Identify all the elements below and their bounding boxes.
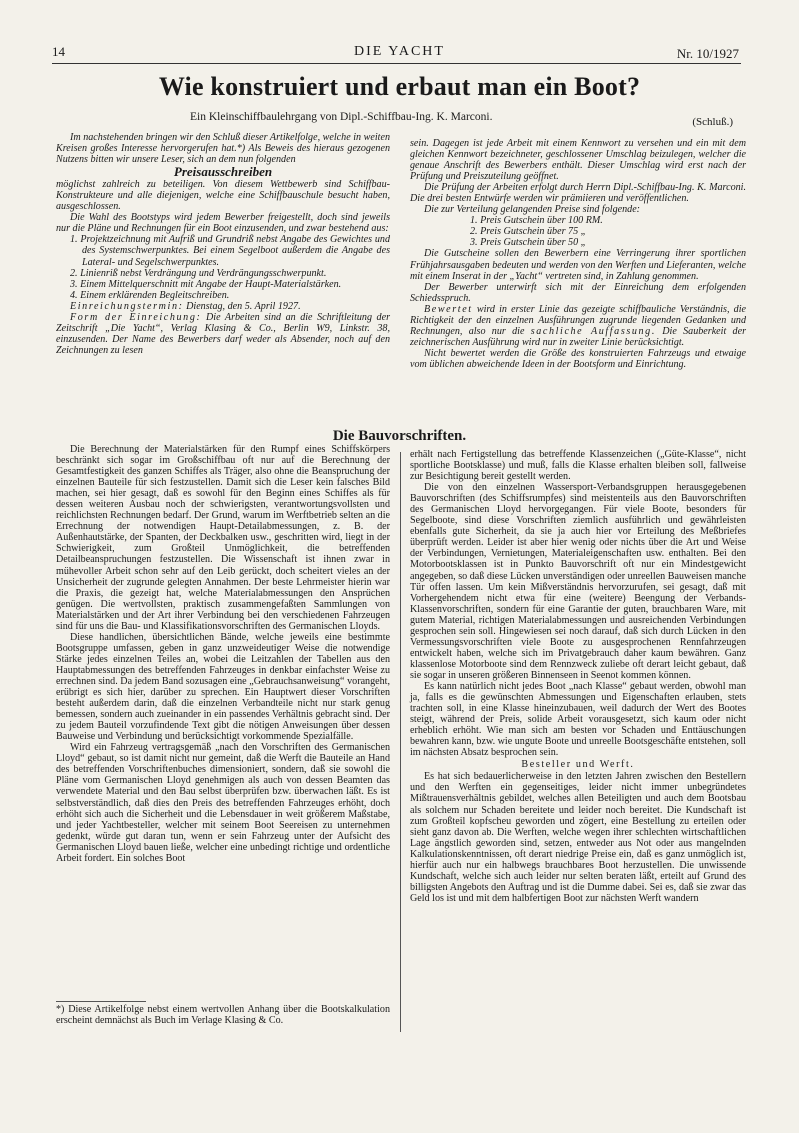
deadline-paragraph [56,301,390,312]
footnote: *) Diese Artikelfolge nebst einem wertvollen Anhang über die Bootskalkulation erscheint demnächst als Buch im Verlage Klasing & Co. [56,1004,390,1027]
evaluation-text: Die Sauberkeit der zeichnerischen Ausführung wird nur in zweiter Linie berücksichtigt. [410,325,747,348]
submission-label: Form der Einreichung: [70,311,202,323]
evaluation-emphasis: sachliche Auffassung. [530,325,656,337]
prize-item: 3. Preis Gutschein über 50 „ [470,237,587,249]
deadline-label: Einreichungstermin: [70,300,184,312]
footnote-rule [56,1001,146,1002]
evaluation-paragraph [410,304,746,348]
competition-paragraph: möglichst zahlreich zu beteiligen. Von diesem Wettbewerb sind Schiffbau-Konstrukteure und alle diejenigen, welche eine Schiffbauschule besucht haben, ausgeschlossen. [56,179,390,213]
evaluation-label: Bewertet [424,303,473,315]
article-byline: Ein Kleinschiffbaulehrgang von Dipl.-Schiffbau-Ing. K. Marconi. [190,111,493,123]
competition-paragraph: Die Wahl des Bootstyps wird jedem Bewerber freigestellt, doch sind jeweils nur die Pläne und Rechnungen für ein Boot einzusenden, und zwar bestehend aus: [56,212,390,235]
body-paragraph: Diese handlichen, übersichtlichen Bände, welche jeweils eine bestimmte Bootsgruppe umfassen, geben in ganz unzweideutiger Weise die notwendige Stärke jedes einzelnen Teiles an, wobei die Leitzahlen der Tabellen aus den Hauptabmessungen des betreffenden Fahrzeuges in denkbar einfachster Weise zu errechnen sind. Da jedem Band sozusagen eine „Gebrauchsanweisung“ vorangeht, erübrigt es sich hier, darüber zu sprechen. Ein Hauptwert dieser Vorschriften besteht außerdem darin, daß die einzelnen Verbandteile nicht nur stark genug bemessen, sondern auch zueinander in ein passendes Verhältnis gebracht sind. Der zu jedem Bauteil vorzufindende Text gibt die nötigen Anweisungen über dessen Bauweise und Verbindung und berücksichtigt vorkommende Spezialfälle. [56,631,390,743]
article-title: Wie konstruiert und erbaut man ein Boot? [158,72,641,101]
requirement-item: 2. Linienriß nebst Verdrängung und Verdrängungsschwerpunkt. [70,267,327,279]
rules-paragraph: Der Bewerber unterwirft sich mit der Einreichung dem erfolgenden Schiedsspruch. [410,281,746,304]
prize-item: 1. Preis Gutschein über 100 RM. [470,215,603,227]
section-title: Die Bauvorschriften. [332,428,467,444]
competition-rules-column [410,138,746,370]
left-body-column [56,444,390,864]
body-paragraph: Es kann natürlich nicht jedes Boot „nach Klasse“ gebaut werden, obwohl man ja, falls es die gewünschten Abmessungen und Eigenschaften erlauben, stets trachten soll, in eine Klasse hineinzubauen, weil dadurch der Wert des Bootes steigt, während der Preis, solide Arbeit vorausgesetzt, sich kaum oder nicht erheblich erhöht. Wie man sich am besten vor Schaden und Enttäuschungen bewahren kann, bzw. wie ungute Boote und unreelle Bootsgeschäfte entstehen, soll im nächsten Absatz besprochen sein. [410,680,746,759]
submission-text: Die Arbeiten sind an die Schriftleitung der Zeitschrift „Die Yacht“, Verlag Klasing & Co., Berlin W9, Linkstr. 38, einzusenden. Der Name des Bewerbers darf weder als Absender, noch auf den Zeichnungen zu lesen [56,311,391,356]
page-number: 14 [52,44,65,59]
rules-paragraph: Nicht bewertet werden die Größe des konstruierten Fahrzeugs und etwaige vom üblichen abweichende Ideen in der Bootsform und Einrichtung. [410,347,746,370]
rules-paragraph: Die zur Verteilung gelangenden Preise sind folgende: [424,204,641,216]
body-paragraph: Die Berechnung der Materialstärken für den Rumpf eines Schiffskörpers beschränkt sich sogar im Großschiffbau oft nur auf die Berechnung der Gesamtfestigkeit des ganzen Schiffes als Träger, also ohne die Beanspruchung der einzelnen Bauteile für sich festzustellen. Damit sich die Leser kein falsches Bild machen, sei hier gesagt, daß es sowohl für den Beginn eines Schiffes als für dessen weiteren Ausbau noch der schwierigsten, verantwortungsvollsten und reichlichsten Rechnungen bedarf. Der Grund, warum im Werftbetrieb selten an die Errechnung der notwendigen Haupt-Detailabmessungen, z. B. der Außenhautstärke, der Spanten, der Deckbalken usw., geschritten wird, liegt in der Schwierigkeit, zum Großteil Unmöglichkeit, die betreffenden Detailbeanspruchungen festzustellen. Die Wissenschaft ist ihnen zwar in mühevoller Arbeit schon sehr auf den Leib gerückt, doch scheitert vieles an der Unsicherheit der zugrunde gelegten Annahmen. Der beste Lehrmeister hierin war die Praxis, die gezeigt hat, welche Materialabmessungen den Ansprüchen genügen. Die wertvollsten, praktisch zusammengefaßten Sammlungen von Materialstärken und der Art ihrer Verbindung bei den verschiedenen Fahrzeugen sind für uns die Bau- und Klassifikationsvorschriften des Germanischen Lloyds. [56,444,390,632]
rules-paragraph: sein. Dagegen ist jede Arbeit mit einem Kennwort zu versehen und ein mit dem gleichen Kennwort bezeichneter, geschlossener Umschlag beizulegen, welcher die genaue Anschrift des Bewerbers enthält. Dieser Umschlag wird erst nach der Prüfung und Preiszuteilung geöffnet. [410,138,746,183]
deadline-text: Dienstag, den 5. April 1927. [183,300,301,312]
header-rule [52,63,741,64]
issue-number: Nr. 10/1927 [676,46,739,61]
requirement-item: 3. Einem Mittelquerschnitt mit Angabe der Haupt-Materialstärken. [70,278,342,290]
subsection-heading: Besteller und Werft. [521,759,635,771]
magazine-name: DIE YACHT [354,44,445,59]
intro-paragraph: Im nachstehenden bringen wir den Schluß dieser Artikelfolge, welche in weiten Kreisen großes Interesse hervorgerufen hat.*) Als Beweis des hieraus gezogenen Nutzens bitten wir unsere Leser, sich an dem nun folgenden [56,132,390,166]
requirement-item: 4. Einem erklärenden Begleitschreiben. [70,289,230,301]
prize-item: 2. Preis Gutschein über 75 „ [470,226,587,238]
competition-heading: Preisausschreiben [173,164,273,180]
right-body-column [410,449,746,904]
rules-paragraph: Die Gutscheine sollen den Bewerbern eine Verringerung ihrer sportlichen Frühjahrsausgaben bedeuten und werden von den Werften und Lieferanten, welche mit einem Inserat in der „Yacht“ vertreten sind, in Zahlung genommen. [410,248,746,282]
body-paragraph: erhält nach Fertigstellung das betreffende Klassenzeichen („Güte-Klasse“, nicht sportliche Bootsklasse) und muß, falls die Klasse erhalten bleiben soll, fallweise zur Besichtigung bereit gestellt werden. [410,449,746,483]
evaluation-text: wird in erster Linie das gezeigte schiffbauliche Verständnis, die Richtigkeit der den einzelnen Ausführungen zugrunde liegenden Gedanken und Rechnungen, also nur die [410,303,746,337]
requirement-item: 1. Projektzeichnung mit Aufriß und Grundriß nebst Angabe des Gewichtes und des Systemschwerpunktes. Bei einem Segelboot außerdem die Angabe des Lateral- und Segelschwerpunktes. [70,234,390,268]
column-divider [400,452,401,1032]
article-continuation-note: (Schluß.) [692,116,733,128]
body-paragraph: Die von den einzelnen Wassersport-Verbandsgruppen herausgegebenen Bauvorschriften (des Schiffsrumpfes) sind meistenteils aus den Bauvorschriften des Germanischen Lloyd hervorgegangen. Für viele Boote, besonders für Segelboote, sind diese Vorschriften ziemlich ausführlich und gewährleisten ebenfalls gute Sicherheit, da sie ja auch hier vor Erteilung des Meßbriefes überprüft werden. Leider ist aber hier wenig oder nichts über die Art und Weise der Verbindungen, Vernietungen, Materialeigenschaften usw. enthalten. Bei den Motorbootsklassen ist in Punkto Bauvorschrift oft nur ein Mindestgewicht angegeben, so daß diese Lücken unverständigen oder unreellen Bauweisen manche Tür offen lassen. Um kein Mißverständnis hervorzurufen, sei gesagt, daß mit Vorhergehendem nicht etwa für eine (weitere) Beengung der Verbands-Klassenvorschriften, sondern für eine Garantie der guten, brauchbaren Ware, mit gutem Material, richtigen Materialabmessungen und ausreichenden Verbindungen gesprochen sein soll. Hingewiesen sei noch darauf, daß sich durch Lücken in den Vermessungsvorschriften viele Boote zu ausgesprochenen Rennfahrzeugen entwickelt haben, welche sich im Privatgebrauch daher kaum bewähren. Ganz klassenlose Motorboote sind dem Rennzweck zuliebe oft derart leicht gebaut, daß sie sogar in unseren größeren Binnenseen in Seenot kommen können. [410,482,746,681]
rules-paragraph: Die Prüfung der Arbeiten erfolgt durch Herrn Dipl.-Schiffbau-Ing. K. Marconi. Die drei besten Entwürfe werden wir prämiieren und veröffentlichen. [410,182,746,205]
body-paragraph: Wird ein Fahrzeug vertragsgemäß „nach den Vorschriften des Germanischen Lloyd“ gebaut, so ist damit nicht nur gemeint, daß die Werft die Bauteile an Hand des betreffenden Vorschriftenbuches dimensioniert, sondern, daß sie sowohl die Pläne vom Germanischen Lloyd genehmigen als auch von dessen Beamten das verwendete Material und den Bau selbst überprüfen bzw. überwachen läßt. Es ist selbstverständlich, daß dies den Preis des betreffenden Fahrzeuges erhöht, doch erhöht sich auch die Sicherheit und die Lebensdauer in weit größerem Maßstabe, und jeder Yachtbesteller, welcher mit seinem Boot Seereisen zu unternehmen gedenkt, würde gut daran tun, wenn er sein Fahrzeug unter der Aufsicht des Germanischen Lloyd bauen ließe, welcher eine unbedingt richtige und ordentliche Arbeit fordert. Ein solches Boot [56,742,390,864]
submission-paragraph [56,312,390,356]
body-paragraph: Es hat sich bedauerlicherweise in den letzten Jahren zwischen den Bestellern und den Werften ein gegenseitiges, leider nicht immer unbegründetes Mißtrauensverhältnis gebildet, welches allen Beteiligten und auch dem Bootsbau als solchem nur Schaden bereitete und leider noch bereitet. Die Kundschaft ist zum Großteil kopfscheu geworden und zögert, eine Bestellung zu erteilen oder sieht ganz davon ab. Die Werften, welche wegen ihrer schlechten wirtschaftlichen Lage ängstlich geworden sind, setzen, entweder aus Not oder aus mangelnden Kalkulationskenntnissen, oft derart niedrige Preise ein, daß es ganz unmöglich ist, hierfür auch nur ein halbwegs brauchbares Boot herzustellen. Die unwissende Kundschaft, welche sich auch leider nur selten beraten läßt, erteilt auf Grund des billigsten Angebots den Auftrag und ist die Dumme dabei. Sei es, daß sie zwar das Geld los ist und mit dem halbfertigen Boot zur nächsten Werft wandern [410,771,746,904]
intro-column [56,132,390,356]
